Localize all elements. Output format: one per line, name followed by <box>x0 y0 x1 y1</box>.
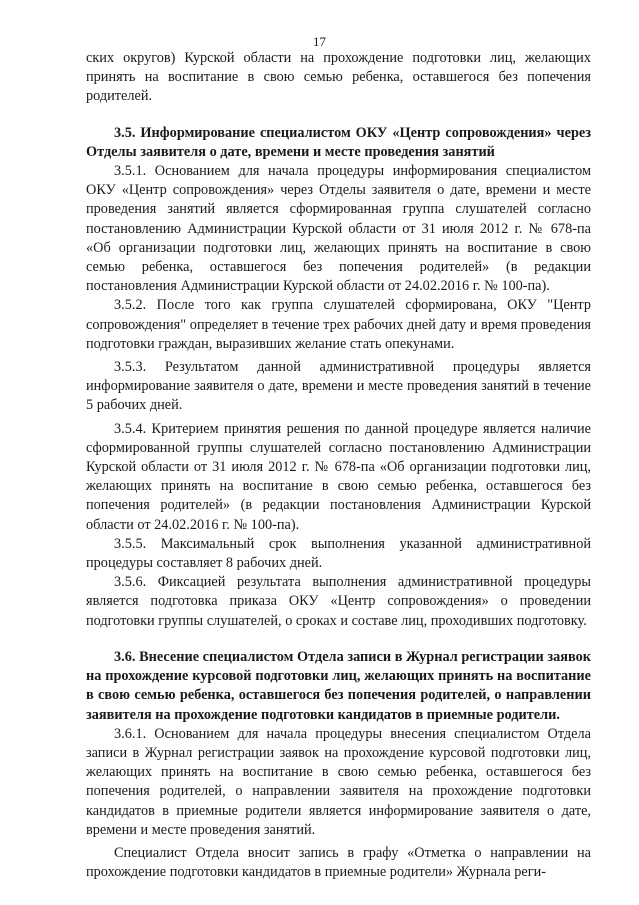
paragraph-specialist-record: Специалист Отдела вносит запись в графу «Отметка о направлении на прохождение подготовки кандидатов в приемные родители» Журнала реги- <box>86 844 591 881</box>
paragraph-3-5-1: 3.5.1. Основанием для начала процедуры информирования специалистом ОКУ «Центр сопровождения» через Отделы заявителя о дате, времени и месте проведения занятий является сформированная группа слушателей согласно постановлению Администрации Курской области от 31 июля 2012 г. № 678-па «Об организации подготовки лиц, желающих принять на воспитание в свою семью ребенка, оставшегося без попечения родителей» (в редакции постановления Администрации Курской области от 24.02.2016 г. № 100-па). <box>86 163 591 295</box>
section-heading-3-6: 3.6. Внесение специалистом Отдела записи в Журнал регистрации заявок на прохождение курсовой подготовки лиц, желающих принять на воспитание в свою семью ребенка, оставшегося без попечения родителей, о направлении заявителя на прохождение подготовки кандидатов в приемные родители. <box>86 648 591 723</box>
page-number: 17 <box>313 34 326 49</box>
section-heading-3-5: 3.5. Информирование специалистом ОКУ «Центр сопровождения» через Отделы заявителя о дате, времени и месте проведения занятий <box>86 124 591 160</box>
paragraph-continuation: ских округов) Курской области на прохождение подготовки лиц, желающих принять на воспитание в свою семью ребенка, оставшегося без попечения родителей. <box>86 50 591 105</box>
paragraph-3-5-6: 3.5.6. Фиксацией результата выполнения административной процедуры является подготовка приказа ОКУ «Центр сопровождения» о проведении подготовки группы слушателей, о сроках и составе лиц, проходивших подготовку. <box>86 574 591 629</box>
paragraph-3-5-2: 3.5.2. После того как группа слушателей сформирована, ОКУ "Центр сопровождения" определяет в течение трех рабочих дней дату и время проведения подготовки граждан, выразивших желание стать опекунами. <box>86 297 591 352</box>
document-body <box>86 49 591 882</box>
paragraph-3-5-4: 3.5.4. Критерием принятия решения по данной процедуре является наличие сформированной группы слушателей согласно постановлению Администрации Курской области от 31 июля 2012 г. № 678-па «Об организации подготовки лиц, желающих принять на воспитание в свою семью ребенка, оставшегося без попечения родителей» (в редакции постановления Администрации Курской области от 24.02.2016 г. № 100-па). <box>86 420 591 533</box>
paragraph-3-5-3: 3.5.3. Результатом данной административной процедуры является информирование заявителя о дате, времени и месте проведения занятий в течение 5 рабочих дней. <box>86 359 591 414</box>
paragraph-3-5-5: 3.5.5. Максимальный срок выполнения указанной административной процедуры составляет 8 рабочих дней. <box>86 535 591 572</box>
paragraph-3-6-1: 3.6.1. Основанием для начала процедуры внесения специалистом Отдела записи в Журнал регистрации заявок на прохождение курсовой подготовки лиц, желающих принять на воспитание в свою семью ребенка, оставшегося без попечения родителей, о направлении заявителя на прохождение подготовки кандидатов в приемные родители является информирование заявителя о дате, времени и месте проведения занятий. <box>86 725 591 838</box>
